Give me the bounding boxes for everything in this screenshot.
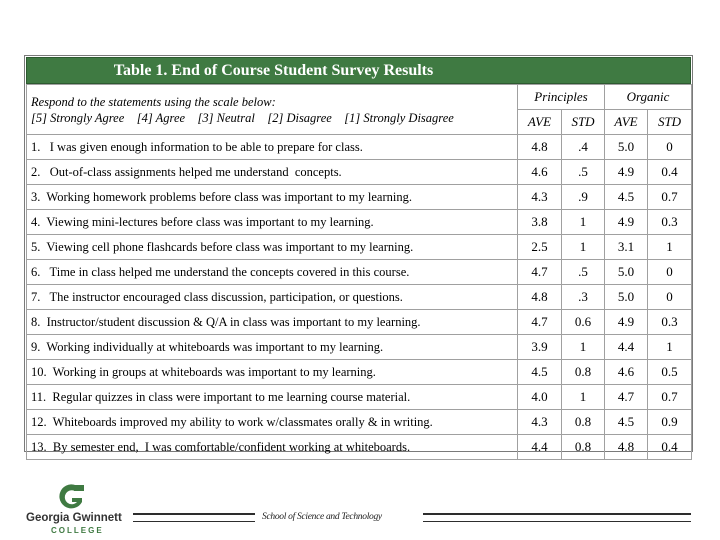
table-row [27,135,692,160]
principles-ave: 4.4 [518,435,562,460]
organic-std: 0.3 [648,210,692,235]
question-text: 10. Working in groups at whiteboards was important to my learning. [27,360,518,385]
principles-ave: 4.5 [518,360,562,385]
principles-std: .5 [562,160,605,185]
principles-ave: 4.8 [518,135,562,160]
organic-ave: 5.0 [605,260,648,285]
table-row [27,285,692,310]
organic-std: 0.7 [648,385,692,410]
survey-table [26,84,692,460]
organic-ave: 4.9 [605,310,648,335]
organic-ave: 4.4 [605,335,648,360]
principles-std: .5 [562,260,605,285]
question-text: 5. Viewing cell phone flashcards before class was important to my learning. [27,235,518,260]
table-row [27,210,692,235]
question-text: 11. Regular quizzes in class were important to me learning course material. [27,385,518,410]
question-text: 1. I was given enough information to be able to prepare for class. [27,135,518,160]
principles-ave: 4.0 [518,385,562,410]
principles-std: .4 [562,135,605,160]
organic-std: 0.5 [648,360,692,385]
principles-std: 0.8 [562,360,605,385]
table-row [27,385,692,410]
organic-ave: 4.9 [605,210,648,235]
scale-instructions [27,85,518,135]
organic-ave: 4.5 [605,185,648,210]
organic-std: 0 [648,135,692,160]
footer-rule-left [133,513,255,522]
instructions-line-2: [5] Strongly Agree [4] Agree [3] Neutral [2] Disagree [1] Strongly Disagree [31,110,454,125]
question-text: 12. Whiteboards improved my ability to work w/classmates orally & in writing. [27,410,518,435]
question-text: 3. Working homework problems before class was important to my learning. [27,185,518,210]
college-logo-icon [52,482,92,512]
group-header-row [27,85,692,110]
organic-ave: 4.5 [605,410,648,435]
organic-std: 0.7 [648,185,692,210]
principles-ave: 4.7 [518,310,562,335]
principles-ave: 4.7 [518,260,562,285]
organic-ave: 4.6 [605,360,648,385]
organic-ave: 5.0 [605,285,648,310]
principles-ave: 3.8 [518,210,562,235]
table-row [27,335,692,360]
principles-ave: 4.3 [518,185,562,210]
question-text: 4. Viewing mini-lectures before class was important to my learning. [27,210,518,235]
principles-ave: 2.5 [518,235,562,260]
organic-ave: 4.7 [605,385,648,410]
table-row [27,310,692,335]
principles-std: 0.8 [562,410,605,435]
organic-std: 1 [648,235,692,260]
organic-std: 0.4 [648,160,692,185]
question-text: 2. Out-of-class assignments helped me understand concepts. [27,160,518,185]
question-text: 6. Time in class helped me understand the concepts covered in this course. [27,260,518,285]
principles-std: 1 [562,235,605,260]
organic-std-header: STD [648,110,692,135]
table-row [27,160,692,185]
table-row [27,260,692,285]
principles-std: .9 [562,185,605,210]
principles-std: 0.8 [562,435,605,460]
organic-ave: 4.8 [605,435,648,460]
principles-std: 0.6 [562,310,605,335]
question-text: 9. Working individually at whiteboards was important to my learning. [27,335,518,360]
organic-std: 0.9 [648,410,692,435]
organic-std: 0.4 [648,435,692,460]
college-logo-subtitle: COLLEGE [51,526,104,535]
instructions-line-1: Respond to the statements using the scale below: [31,94,276,109]
organic-ave-header: AVE [605,110,648,135]
question-text: 13. By semester end, I was comfortable/confident working at whiteboards. [27,435,518,460]
organic-std: 0 [648,285,692,310]
table-row [27,410,692,435]
principles-ave: 4.3 [518,410,562,435]
group-principles: Principles [518,85,605,110]
table-row [27,435,692,460]
organic-ave: 3.1 [605,235,648,260]
table-row [27,185,692,210]
table-title: Table 1. End of Course Student Survey Results [113,62,434,79]
organic-std: 1 [648,335,692,360]
table-row [27,360,692,385]
question-text: 7. The instructor encouraged class discussion, participation, or questions. [27,285,518,310]
principles-ave: 3.9 [518,335,562,360]
question-text: 8. Instructor/student discussion & Q/A in class was important to my learning. [27,310,518,335]
organic-ave: 5.0 [605,135,648,160]
school-name: School of Science and Technology [262,512,382,522]
principles-std: 1 [562,385,605,410]
organic-ave: 4.9 [605,160,648,185]
organic-std: 0.3 [648,310,692,335]
footer-rule-right [423,513,691,522]
group-organic: Organic [605,85,692,110]
principles-ave: 4.8 [518,285,562,310]
principles-ave: 4.6 [518,160,562,185]
principles-std: 1 [562,210,605,235]
survey-rows [27,135,692,460]
table-title-bar [26,57,691,84]
table-row [27,235,692,260]
principles-std: .3 [562,285,605,310]
principles-std: 1 [562,335,605,360]
college-logo-name: Georgia Gwinnett [26,512,122,524]
organic-std: 0 [648,260,692,285]
principles-ave-header: AVE [518,110,562,135]
principles-std-header: STD [562,110,605,135]
